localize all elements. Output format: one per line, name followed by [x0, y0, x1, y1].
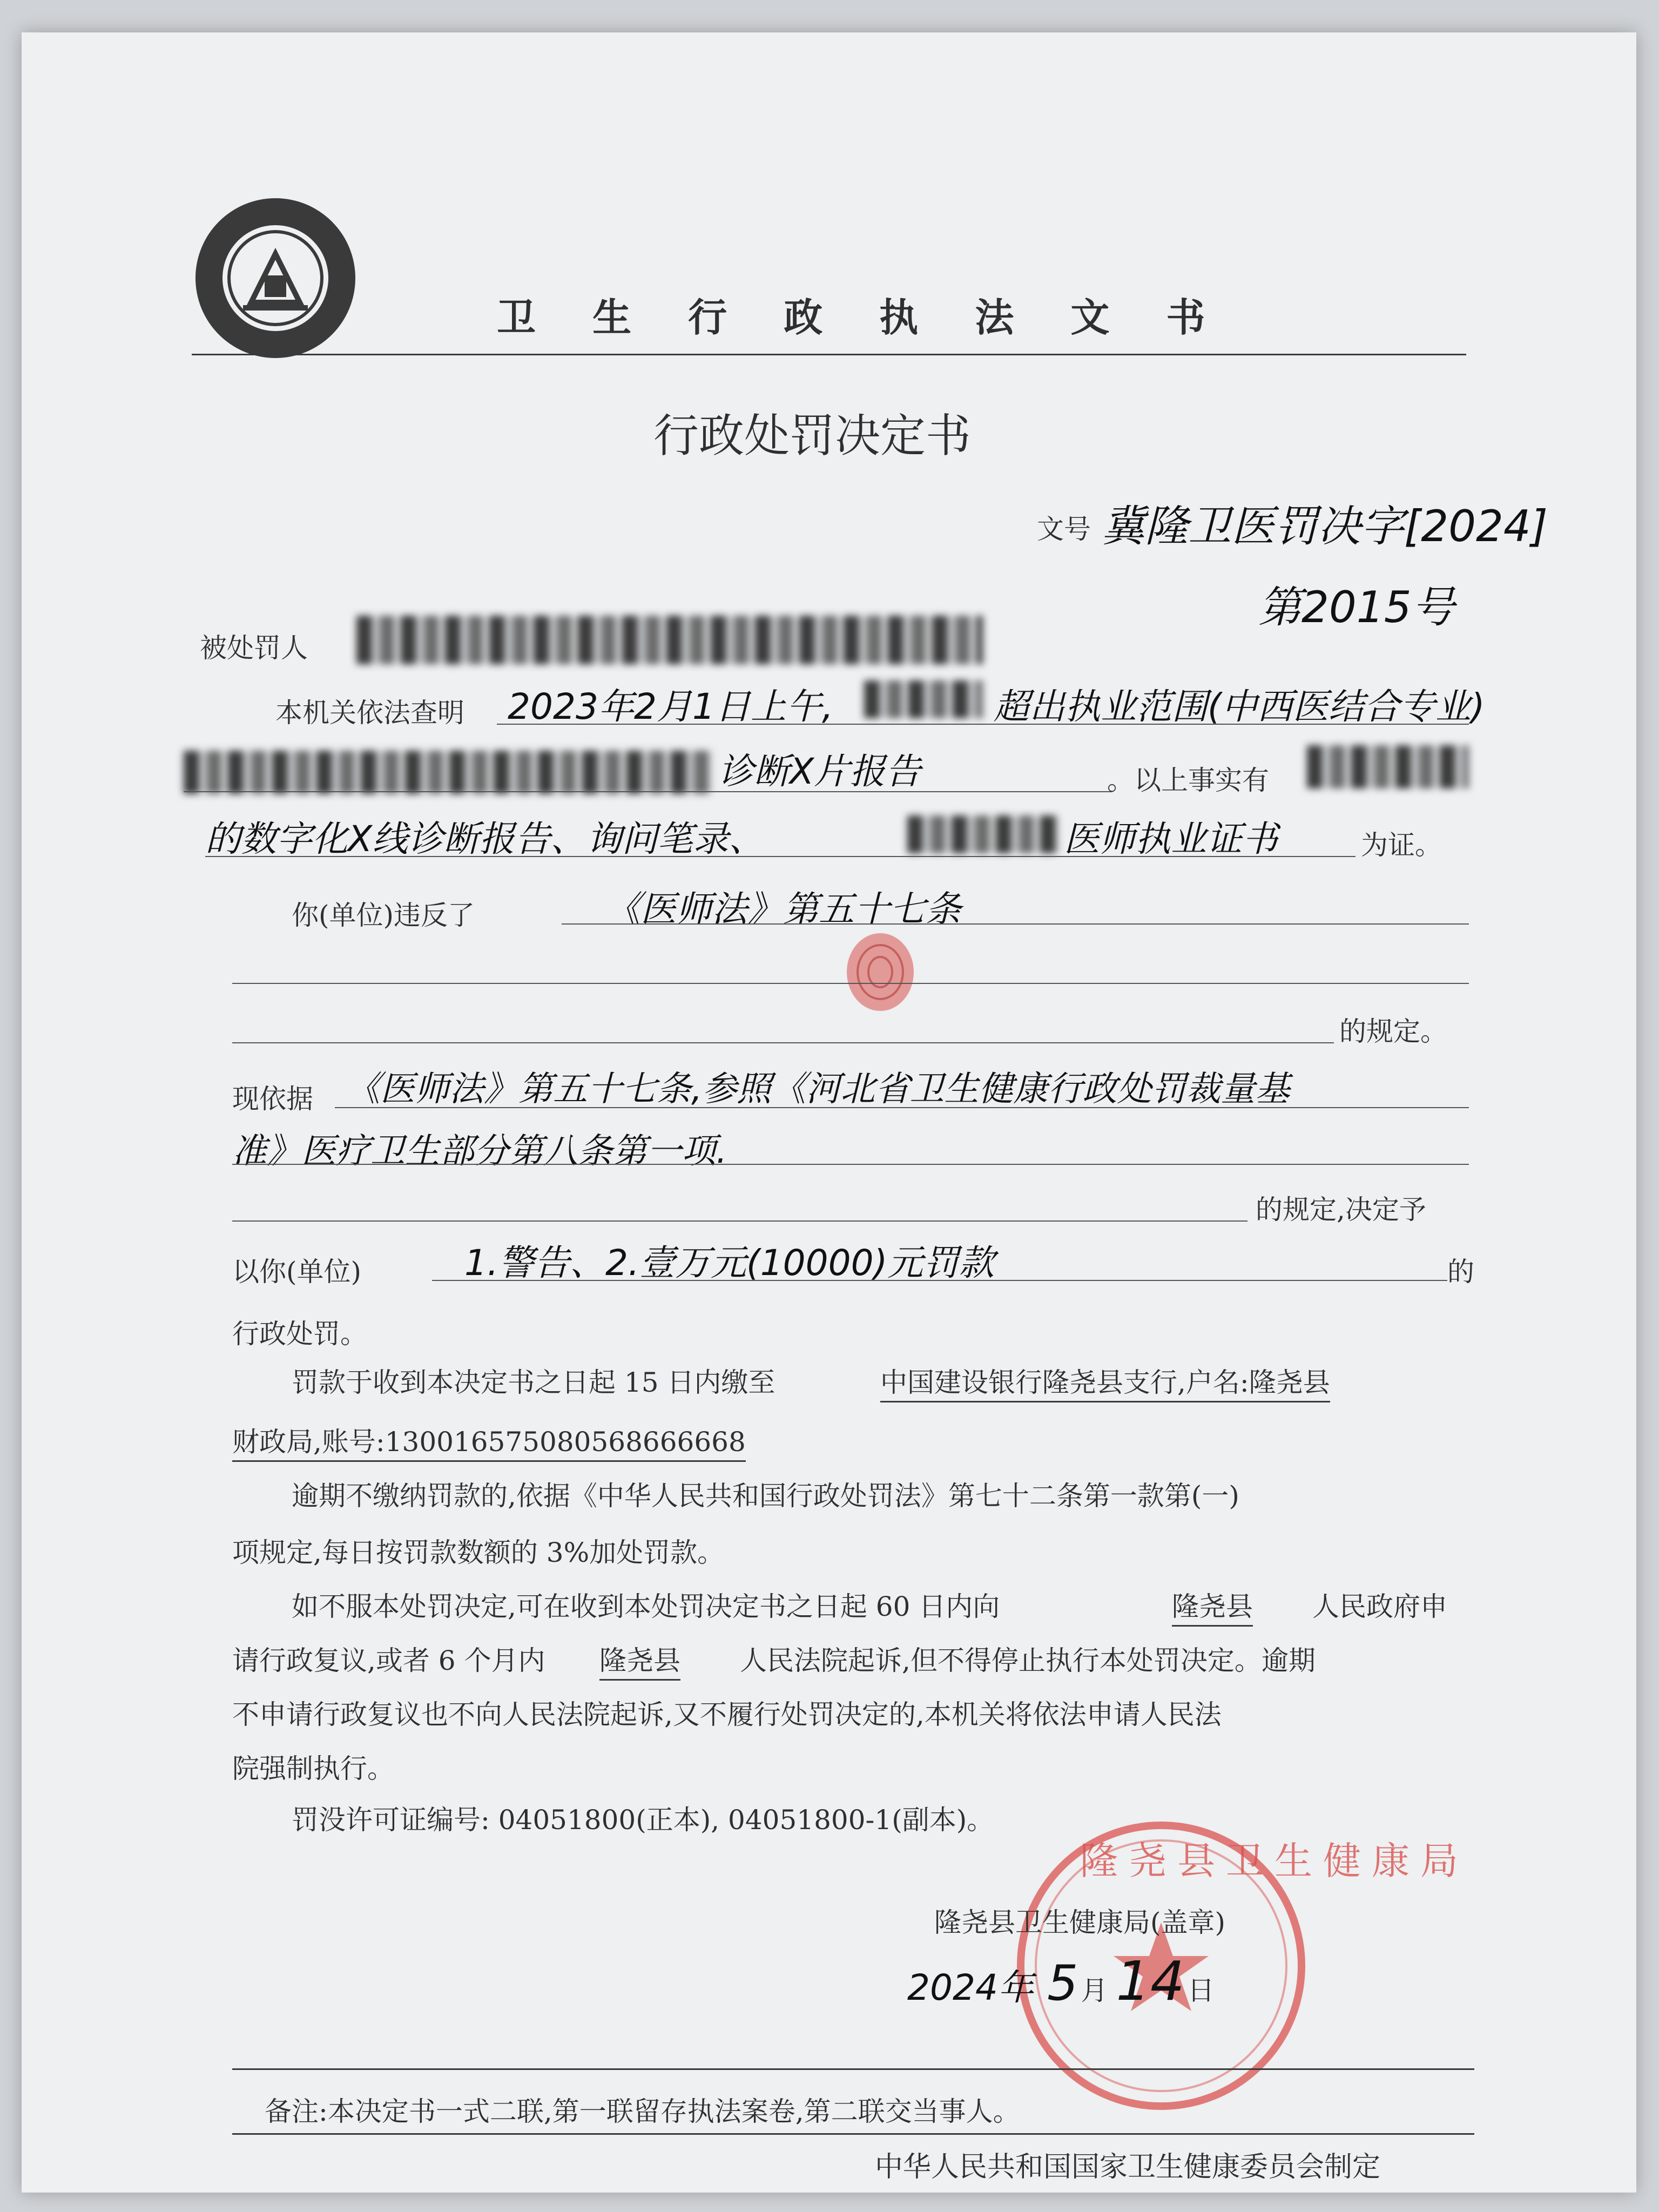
seal-text: 隆尧县卫生健康局 [1080, 1839, 1469, 1883]
date-month: 5 [1047, 1955, 1078, 2012]
overdue-line2: 项规定,每日按罚款数额的 3%加处罚款。 [232, 1537, 725, 1568]
appeal-county-1: 隆尧县 [1172, 1585, 1253, 1627]
redacted-name-1 [864, 680, 983, 718]
appeal-line2a: 请行政复议,或者 6 个月内 [232, 1645, 545, 1676]
appeal-line1a: 如不服本处罚决定,可在收到本处罚决定书之日起 60 日内向 [292, 1591, 1000, 1622]
facts-evidence-label: 。以上事实有 [1107, 765, 1269, 796]
appeal-line4: 院强制执行。 [232, 1753, 394, 1784]
date-day-unit: 日 [1187, 1975, 1215, 2006]
facts-line2: 诊断X片报告 [718, 751, 921, 792]
appeal-line1b: 人民政府申 [1312, 1591, 1447, 1622]
violation-label: 你(单位)违反了 [292, 900, 475, 931]
facts-line1: 2023年2月1日上午, [508, 686, 833, 727]
appeal-line3: 不申请行政复议也不向人民法院起诉,又不履行处罚决定的,本机关将依法申请人民法 [232, 1699, 1222, 1730]
note-text: 备注:本决定书一式二联,第一联留存执法案卷,第二联交当事人。 [265, 2096, 1020, 2127]
doc-number-value: 冀隆卫医罚决字[2024] [1102, 501, 1548, 551]
overdue-line1: 逾期不缴纳罚款的,依据《中华人民共和国行政处罚法》第七十二条第一款第(一) [292, 1480, 1239, 1512]
appeal-county-2: 隆尧县 [599, 1639, 680, 1681]
fingerprint-mark [837, 929, 923, 1015]
document-title: 行政处罚决定书 [653, 409, 972, 462]
health-inspection-emblem [192, 194, 359, 362]
decision-label: 以你(单位) [232, 1256, 362, 1287]
basis-suffix: 的规定,决定予 [1256, 1194, 1426, 1225]
footer-maker: 中华人民共和国国家卫生健康委员会制定 [875, 2151, 1381, 2183]
facts-line3: 的数字化X线诊断报告、询问笔录、 [205, 818, 765, 860]
facts-intro: 本机关依法查明 [275, 697, 464, 729]
header-title: 卫 生 行 政 执 法 文 书 [497, 294, 1227, 340]
penalized-label: 被处罚人 [200, 632, 308, 664]
facts-line3b: 医师执业证书 [1064, 818, 1278, 860]
issuer-name: 隆尧县卫生健康局(盖章) [934, 1907, 1226, 1938]
issue-date [907, 1950, 1215, 2013]
doc-number-label: 文号 [1037, 514, 1091, 545]
decision-value: 1.警告、2.壹万元(10000)元罚款 [464, 1242, 995, 1284]
decision-suffix: 的 [1447, 1256, 1474, 1287]
date-month-unit: 月 [1081, 1975, 1108, 2006]
facts-line1b: 超出执业范围(中西医结合专业) [994, 686, 1485, 727]
violation-value: 《医师法》第五十七条 [605, 888, 961, 930]
redacted-name-2 [907, 815, 1058, 853]
redacted-penalized-name [356, 616, 983, 664]
redacted-facts-line2 [184, 751, 713, 794]
payment-bank: 中国建设银行隆尧县支行,户名:隆尧县 [880, 1361, 1330, 1402]
date-year: 2024年 [907, 1967, 1034, 2008]
redacted-evidence-owner [1307, 745, 1469, 788]
document-sheet [22, 32, 1636, 2193]
basis-line2: 准》医疗卫生部分第八条第一项. [232, 1131, 727, 1171]
basis-label: 现依据 [232, 1083, 313, 1115]
date-day: 14 [1116, 1950, 1185, 2013]
facts-suffix: 为证。 [1361, 830, 1442, 861]
license-number: 罚没许可证编号: 04051800(正本), 04051800-1(副本)。 [292, 1804, 994, 1836]
payment-account: 财政局,账号:130016575080568666668 [232, 1420, 746, 1462]
appeal-line2b: 人民法院起诉,但不得停止执行本处罚决定。逾期 [740, 1645, 1316, 1676]
violation-suffix: 的规定。 [1339, 1016, 1447, 1047]
payment-line1a: 罚款于收到本决定书之日起 15 日内缴至 [292, 1367, 775, 1398]
basis-line1: 《医师法》第五十七条,参照《河北省卫生健康行政处罚裁量基 [346, 1069, 1290, 1109]
doc-number-value-line2: 第2015号 [1258, 582, 1455, 632]
decision-line2: 行政处罚。 [232, 1318, 367, 1350]
